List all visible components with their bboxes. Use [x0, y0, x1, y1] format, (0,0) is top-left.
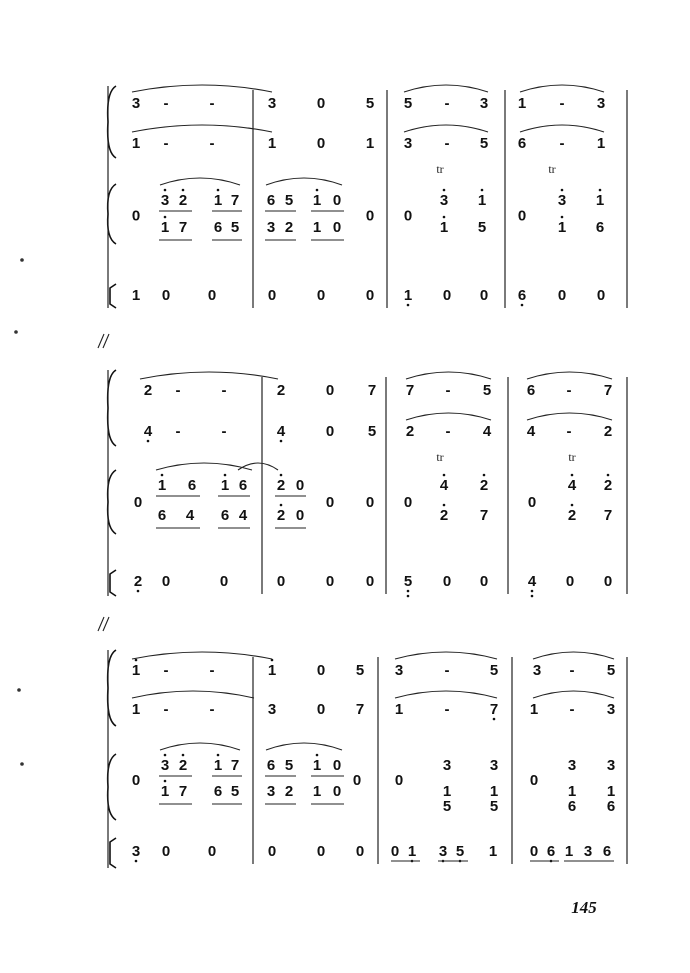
accompaniment-upper-note: 4 [439, 477, 449, 494]
second-voice-note: 0 [316, 701, 326, 718]
slur [266, 178, 342, 185]
octave-down-dot [521, 304, 524, 307]
second-voice-note: 1 [596, 135, 606, 152]
top-voice-note: 3 [394, 662, 404, 679]
accompaniment-upper-note: 5 [284, 192, 294, 209]
octave-up-dot [182, 754, 185, 757]
second-voice-note: 1 [365, 135, 375, 152]
accompaniment-lower-note: 1 [160, 219, 170, 236]
octave-down-dot [280, 440, 283, 443]
top-voice-note: 3 [479, 95, 489, 112]
octave-up-dot [217, 754, 220, 757]
second-voice-note: - [175, 423, 181, 440]
octave-up-dot [217, 189, 220, 192]
slur [520, 85, 604, 92]
slur [527, 413, 612, 420]
print-speck [20, 258, 24, 262]
accompaniment-upper-note: 7 [230, 757, 240, 774]
rest: 0 [131, 207, 141, 225]
top-voice-note: 3 [596, 95, 606, 112]
accompaniment-upper-note: 6 [266, 192, 276, 209]
octave-up-dot [561, 189, 564, 192]
bass-note: 0 [390, 843, 400, 860]
accompaniment-third-note: 6 [567, 798, 577, 815]
second-voice-note: 1 [267, 135, 277, 152]
score-system-3 [108, 650, 627, 868]
system-bracket [108, 184, 116, 244]
bass-note: 0 [557, 287, 567, 304]
second-voice-note: - [209, 135, 215, 152]
accompaniment-lower-note: 7 [479, 507, 489, 524]
rest: 0 [517, 207, 527, 225]
second-voice-note: 5 [367, 423, 377, 440]
second-voice-note: 3 [606, 701, 616, 718]
accompaniment-upper-note: 2 [479, 477, 489, 494]
octave-up-dot [135, 659, 138, 662]
second-voice-note: 4 [482, 423, 492, 440]
octave-down-dot [531, 595, 534, 598]
octave-up-dot [483, 474, 486, 477]
accompaniment-lower-note: 1 [489, 783, 499, 800]
bass-note: 0 [207, 843, 217, 860]
accompaniment-lower-note: 0 [332, 219, 342, 236]
accompaniment-upper-note: 2 [178, 757, 188, 774]
octave-down-dot [147, 440, 150, 443]
top-voice-note: - [175, 382, 181, 399]
rest: 0 [352, 772, 362, 789]
bass-note: 0 [161, 287, 171, 304]
top-voice-note: - [209, 95, 215, 112]
accompaniment-lower-note: 6 [213, 219, 223, 236]
octave-down-dot [407, 590, 410, 593]
bass-note: 0 [479, 573, 489, 590]
accompaniment-upper-note: 4 [567, 477, 577, 494]
second-voice-note: 1 [394, 701, 404, 718]
system-bracket [108, 370, 116, 446]
bass-note: 1 [407, 843, 417, 860]
rest: 0 [365, 207, 375, 225]
second-voice-note: 4 [276, 423, 286, 440]
accompaniment-upper-note: 3 [557, 192, 567, 209]
top-voice-note: - [221, 382, 227, 399]
bass-note: 0 [219, 573, 229, 590]
second-voice-note: - [221, 423, 227, 440]
accompaniment-lower-note: 3 [266, 219, 276, 236]
top-voice-note: 5 [355, 662, 365, 679]
second-voice-note: 1 [529, 701, 539, 718]
bass-bracket [110, 570, 116, 596]
accompaniment-upper-note: 5 [284, 757, 294, 774]
top-voice-note: 2 [143, 382, 153, 399]
bass-note: 0 [207, 287, 217, 304]
trill-mark: tr [436, 450, 444, 464]
bass-note: 6 [546, 843, 556, 860]
bass-note: 1 [564, 843, 574, 860]
second-voice-note: 1 [131, 701, 141, 718]
octave-up-dot [280, 504, 283, 507]
slur [266, 743, 342, 750]
octave-up-dot [161, 474, 164, 477]
top-voice-note: - [445, 382, 451, 399]
bass-note: 5 [403, 573, 413, 590]
top-voice-note: 7 [367, 382, 377, 399]
accompaniment-lower-note: 5 [230, 219, 240, 236]
print-speck [14, 330, 18, 334]
accompaniment-upper-note: 2 [178, 192, 188, 209]
top-voice-note: 0 [325, 382, 335, 399]
bass-note: 1 [488, 843, 498, 860]
bass-note: 0 [316, 287, 326, 304]
top-voice-note: 5 [482, 382, 492, 399]
print-speck [20, 762, 24, 766]
bass-note: 1 [131, 287, 141, 304]
second-voice-note: 7 [355, 701, 365, 718]
accompaniment-lower-note: 7 [603, 507, 613, 524]
rest: 0 [131, 772, 141, 789]
octave-up-dot [164, 189, 167, 192]
accompaniment-upper-note: 1 [595, 192, 605, 209]
accompaniment-third-note: 5 [489, 798, 499, 815]
top-voice-note: 1 [131, 662, 141, 679]
top-voice-note: 7 [405, 382, 415, 399]
slur [156, 463, 252, 470]
bass-note: 0 [565, 573, 575, 590]
accompaniment-upper-note: 1 [213, 757, 223, 774]
bass-bracket [110, 284, 116, 308]
accompaniment-upper-note: 3 [160, 192, 170, 209]
octave-up-dot [571, 504, 574, 507]
rest: 0 [325, 494, 335, 511]
second-voice-note: 2 [603, 423, 613, 440]
top-voice-note: 0 [316, 662, 326, 679]
top-voice-note: - [559, 95, 565, 112]
second-voice-note: 1 [131, 135, 141, 152]
slur [406, 372, 491, 379]
bass-note: 0 [161, 573, 171, 590]
octave-up-dot [571, 474, 574, 477]
slur [520, 125, 604, 132]
slur [140, 372, 278, 379]
top-voice-note: - [444, 662, 450, 679]
octave-up-dot [164, 216, 167, 219]
accompaniment-lower-note: 2 [439, 507, 449, 524]
accompaniment-upper-note: 3 [439, 192, 449, 209]
slur [132, 125, 272, 132]
octave-up-dot [280, 474, 283, 477]
trill-mark: tr [548, 162, 556, 176]
octave-up-dot [164, 780, 167, 783]
second-voice-note: 0 [316, 135, 326, 152]
octave-down-dot [137, 590, 140, 593]
rest: 0 [403, 494, 413, 511]
system-bracket [108, 86, 116, 158]
accompaniment-lower-note: 6 [213, 783, 223, 800]
bass-note: 0 [442, 287, 452, 304]
accompaniment-upper-note: 1 [213, 192, 223, 209]
slur [406, 413, 491, 420]
accompaniment-lower-note: 2 [284, 783, 294, 800]
system-bracket [108, 754, 116, 820]
slur [395, 652, 497, 659]
octave-up-dot [182, 189, 185, 192]
second-voice-note: - [444, 701, 450, 718]
octave-up-dot [443, 216, 446, 219]
bass-note: 5 [455, 843, 465, 860]
top-voice-note: 3 [267, 95, 277, 112]
octave-up-dot [443, 474, 446, 477]
accompaniment-lower-note: 7 [178, 219, 188, 236]
bass-note: 6 [602, 843, 612, 860]
accompaniment-lower-note: 7 [178, 783, 188, 800]
accompaniment-lower-note: 1 [160, 783, 170, 800]
accompaniment-upper-note: 2 [603, 477, 613, 494]
accompaniment-upper-note: 1 [312, 192, 322, 209]
second-voice-note: 5 [479, 135, 489, 152]
accompaniment-upper-note: 3 [567, 757, 577, 774]
top-voice-note: 3 [532, 662, 542, 679]
accompaniment-upper-note: 0 [332, 192, 342, 209]
bass-note: 0 [355, 843, 365, 860]
slur [132, 85, 272, 92]
accompaniment-upper-note: 7 [230, 192, 240, 209]
top-voice-note: - [444, 95, 450, 112]
bass-note: 0 [529, 843, 539, 860]
accompaniment-lower-note: 5 [230, 783, 240, 800]
octave-up-dot [561, 216, 564, 219]
second-voice-note: - [444, 135, 450, 152]
top-voice-note: 6 [526, 382, 536, 399]
second-voice-note: 0 [325, 423, 335, 440]
bass-bracket [110, 838, 116, 868]
accompaniment-upper-note: 3 [489, 757, 499, 774]
accompaniment-upper-note: 3 [606, 757, 616, 774]
slur [404, 125, 488, 132]
accompaniment-lower-note: 1 [312, 783, 322, 800]
second-voice-note: - [163, 701, 169, 718]
slur [527, 372, 612, 379]
octave-up-dot [224, 474, 227, 477]
bass-note: 4 [527, 573, 537, 590]
accompaniment-lower-note: 1 [557, 219, 567, 236]
accompaniment-lower-note: 1 [606, 783, 616, 800]
top-voice-note: 3 [131, 95, 141, 112]
system-separator [98, 334, 109, 348]
top-voice-note: - [209, 662, 215, 679]
print-speck [17, 688, 21, 692]
top-voice-note: - [163, 95, 169, 112]
octave-up-dot [443, 504, 446, 507]
accompaniment-third-note: 6 [606, 798, 616, 815]
rest: 0 [529, 772, 539, 789]
bass-note: 0 [316, 843, 326, 860]
second-voice-note: 6 [517, 135, 527, 152]
accompaniment-lower-note: 1 [312, 219, 322, 236]
bass-note: 3 [583, 843, 593, 860]
page-number: 145 [571, 898, 597, 917]
top-voice-note: 5 [365, 95, 375, 112]
top-voice-note: 5 [606, 662, 616, 679]
bass-note: 0 [161, 843, 171, 860]
system-bracket [108, 470, 116, 534]
bass-note: 0 [325, 573, 335, 590]
bass-note: 0 [479, 287, 489, 304]
octave-up-dot [599, 189, 602, 192]
bass-note: 3 [438, 843, 448, 860]
octave-down-dot [407, 304, 410, 307]
top-voice-note: 1 [267, 662, 277, 679]
accompaniment-lower-note: 4 [238, 507, 248, 524]
trill-mark: tr [568, 450, 576, 464]
accompaniment-upper-note: 1 [220, 477, 230, 494]
slur [395, 691, 497, 698]
octave-down-dot [531, 590, 534, 593]
accompaniment-upper-note: 6 [238, 477, 248, 494]
top-voice-note: 0 [316, 95, 326, 112]
score-system-1 [98, 85, 627, 348]
trill-mark: tr [436, 162, 444, 176]
accompaniment-upper-note: 3 [442, 757, 452, 774]
octave-up-dot [443, 189, 446, 192]
slur [533, 691, 614, 698]
accompaniment-upper-note: 1 [477, 192, 487, 209]
accompaniment-lower-note: 2 [276, 507, 286, 524]
top-voice-note: - [569, 662, 575, 679]
second-voice-note: 3 [403, 135, 413, 152]
top-voice-note: 1 [517, 95, 527, 112]
accompaniment-upper-note: 0 [295, 477, 305, 494]
bass-note: 0 [603, 573, 613, 590]
system-separator [98, 617, 109, 631]
accompaniment-lower-note: 1 [442, 783, 452, 800]
bass-note: 1 [403, 287, 413, 304]
rest: 0 [403, 207, 413, 225]
accompaniment-upper-note: 6 [266, 757, 276, 774]
bass-note: 0 [267, 843, 277, 860]
accompaniment-lower-note: 2 [284, 219, 294, 236]
second-voice-note: 4 [526, 423, 536, 440]
accompaniment-upper-note: 3 [160, 757, 170, 774]
accompaniment-lower-note: 5 [477, 219, 487, 236]
octave-up-dot [481, 189, 484, 192]
octave-down-dot [407, 595, 410, 598]
accompaniment-lower-note: 0 [332, 783, 342, 800]
rest: 0 [365, 494, 375, 511]
bass-note: 0 [442, 573, 452, 590]
accompaniment-upper-note: 1 [312, 757, 322, 774]
accompaniment-lower-note: 4 [185, 507, 195, 524]
bass-note: 2 [133, 573, 143, 590]
second-voice-note: - [163, 135, 169, 152]
bass-note: 0 [365, 573, 375, 590]
accompaniment-lower-note: 1 [439, 219, 449, 236]
slur [533, 652, 614, 659]
accompaniment-lower-note: 6 [220, 507, 230, 524]
bass-note: 0 [267, 287, 277, 304]
bass-note: 0 [365, 287, 375, 304]
octave-up-dot [316, 754, 319, 757]
accompaniment-third-note: 5 [442, 798, 452, 815]
octave-down-dot [493, 718, 496, 721]
top-voice-note: - [163, 662, 169, 679]
octave-up-dot [607, 474, 610, 477]
system-bracket [108, 650, 116, 726]
slur [132, 652, 272, 659]
second-voice-note: - [559, 135, 565, 152]
score-system-2 [98, 370, 627, 631]
second-voice-note: 2 [405, 423, 415, 440]
second-voice-note: - [445, 423, 451, 440]
accompaniment-upper-note: 6 [187, 477, 197, 494]
octave-down-dot [135, 860, 138, 863]
second-voice-note: 7 [489, 701, 499, 718]
slur [238, 463, 278, 470]
bass-note: 0 [276, 573, 286, 590]
second-voice-note: - [209, 701, 215, 718]
accompaniment-upper-note: 0 [332, 757, 342, 774]
bass-note: 3 [131, 843, 141, 860]
second-voice-note: 4 [143, 423, 153, 440]
top-voice-note: 5 [403, 95, 413, 112]
slur [132, 691, 254, 698]
top-voice-note: 5 [489, 662, 499, 679]
accompaniment-upper-note: 2 [276, 477, 286, 494]
slur [160, 743, 240, 750]
rest: 0 [527, 494, 537, 511]
octave-up-dot [164, 754, 167, 757]
accompaniment-upper-note: 1 [157, 477, 167, 494]
bass-note: 0 [596, 287, 606, 304]
accompaniment-lower-note: 6 [157, 507, 167, 524]
second-voice-note: - [566, 423, 572, 440]
top-voice-note: 7 [603, 382, 613, 399]
second-voice-note: - [569, 701, 575, 718]
rest: 0 [394, 772, 404, 789]
accompaniment-lower-note: 2 [567, 507, 577, 524]
top-voice-note: - [566, 382, 572, 399]
accompaniment-lower-note: 1 [567, 783, 577, 800]
top-voice-note: 2 [276, 382, 286, 399]
octave-up-dot [316, 189, 319, 192]
bass-note: 6 [517, 287, 527, 304]
accompaniment-lower-note: 6 [595, 219, 605, 236]
accompaniment-lower-note: 3 [266, 783, 276, 800]
second-voice-note: 3 [267, 701, 277, 718]
slur [404, 85, 488, 92]
accompaniment-lower-note: 0 [295, 507, 305, 524]
rest: 0 [133, 494, 143, 511]
slur [160, 178, 240, 185]
